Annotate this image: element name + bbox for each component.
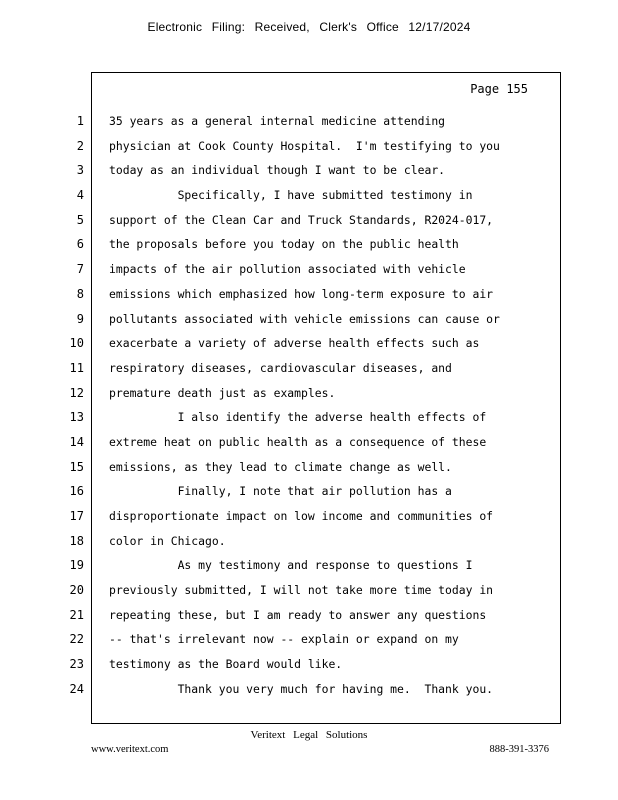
line-number: 22 bbox=[69, 632, 84, 647]
line-number: 14 bbox=[69, 434, 84, 449]
transcript-line: emissions which emphasized how long-term exposure to air bbox=[109, 286, 494, 301]
transcript-line: repeating these, but I am ready to answer any questions bbox=[109, 607, 487, 622]
transcript-line: -- that's irrelevant now -- explain or expand on my bbox=[109, 632, 459, 647]
line-number: 2 bbox=[76, 138, 84, 153]
filing-stamp-header: Electronic Filing: Received, Clerk's Office 12/17/2024 bbox=[147, 20, 471, 34]
footer-website: www.veritext.com bbox=[91, 744, 169, 755]
transcript-line: Finally, I note that air pollution has a bbox=[109, 484, 452, 499]
line-number: 15 bbox=[69, 459, 84, 474]
transcript-line: Thank you very much for having me. Thank you. bbox=[109, 681, 494, 696]
line-number: 16 bbox=[69, 484, 84, 499]
transcript-line: As my testimony and response to questions I bbox=[109, 558, 473, 573]
line-number: 7 bbox=[76, 262, 84, 277]
line-number: 12 bbox=[69, 385, 84, 400]
footer-company: Veritext Legal Solutions bbox=[250, 729, 368, 741]
line-number: 23 bbox=[69, 657, 84, 672]
line-number: 5 bbox=[76, 212, 84, 227]
transcript-line: the proposals before you today on the public health bbox=[109, 237, 459, 252]
line-number: 1 bbox=[76, 114, 84, 128]
transcript-line: respiratory diseases, cardiovascular diseases, and bbox=[109, 360, 452, 375]
line-number: 11 bbox=[69, 360, 84, 375]
transcript-line: impacts of the air pollution associated with vehicle bbox=[109, 262, 466, 277]
line-number: 10 bbox=[69, 336, 84, 351]
transcript-text bbox=[109, 109, 549, 702]
transcript-line: physician at Cook County Hospital. I'm testifying to you bbox=[109, 138, 500, 153]
transcript-line: exacerbate a variety of adverse health effects such as bbox=[109, 336, 480, 351]
footer-phone: 888-391-3376 bbox=[489, 744, 549, 755]
line-number: 19 bbox=[69, 558, 84, 573]
transcript-line: previously submitted, I will not take more time today in bbox=[109, 583, 494, 598]
line-number: 21 bbox=[69, 607, 84, 622]
page-number: Page 155 bbox=[470, 82, 528, 96]
transcript-line: support of the Clean Car and Truck Standards, R2024-017, bbox=[109, 212, 494, 227]
transcript-line: emissions, as they lead to climate change as well. bbox=[109, 459, 452, 474]
transcript-line: today as an individual though I want to be clear. bbox=[109, 163, 446, 178]
transcript-line: I also identify the adverse health effects of bbox=[109, 410, 487, 425]
transcript-line: 35 years as a general internal medicine attending bbox=[109, 114, 446, 128]
line-number: 20 bbox=[69, 583, 84, 598]
line-number: 9 bbox=[76, 311, 84, 326]
line-number: 17 bbox=[69, 509, 84, 523]
line-number: 18 bbox=[69, 533, 84, 548]
line-number: 13 bbox=[69, 410, 84, 425]
transcript-line: extreme heat on public health as a consequence of these bbox=[109, 434, 487, 449]
transcript-line: disproportionate impact on low income and communities of bbox=[109, 509, 494, 523]
transcript-line: Specifically, I have submitted testimony in bbox=[109, 188, 473, 203]
line-number: 3 bbox=[76, 163, 84, 178]
line-number: 24 bbox=[69, 681, 84, 696]
line-number: 8 bbox=[76, 286, 84, 301]
transcript-line: pollutants associated with vehicle emissions can cause or bbox=[109, 311, 500, 326]
line-number-column bbox=[60, 109, 84, 702]
transcript-line: premature death just as examples. bbox=[109, 385, 336, 400]
line-number: 4 bbox=[76, 188, 84, 203]
line-number: 6 bbox=[76, 237, 84, 252]
transcript-line: color in Chicago. bbox=[109, 533, 226, 548]
transcript-line: testimony as the Board would like. bbox=[109, 657, 343, 672]
